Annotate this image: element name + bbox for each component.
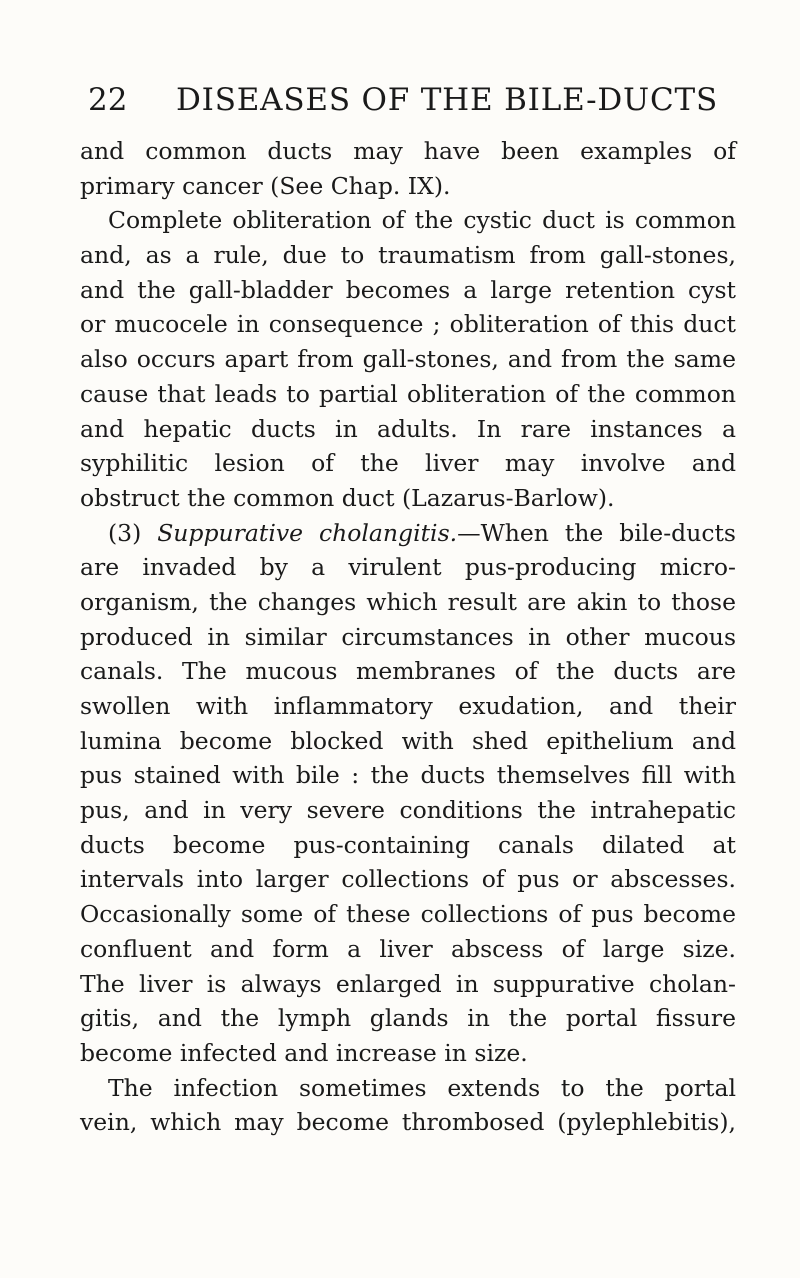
text-line: The infection sometimes extends to the portal xyxy=(108,1073,736,1102)
text-line: become infected and increase in size. xyxy=(80,1038,528,1067)
text-line: Complete obliteration of the cystic duct is common xyxy=(108,206,736,235)
text-line: cause that leads to partial obliteration of the common xyxy=(80,379,736,408)
body-text xyxy=(80,134,736,1140)
section-number: (3) xyxy=(108,518,142,547)
text-line: or mucocele in consequence ; obliteration of this duct xyxy=(80,310,736,339)
section-title: Suppurative cholangitis. xyxy=(157,518,458,547)
text-line: lumina become blocked with shed epithelium and xyxy=(80,726,736,755)
text-line: and, as a rule, due to traumatism from gall-stones, xyxy=(80,241,736,270)
text-line: pus, and in very severe conditions the intrahepatic xyxy=(80,796,736,825)
text-line: swollen with inflammatory exudation, and their xyxy=(80,692,736,720)
text-line: syphilitic lesion of the liver may involve and xyxy=(80,449,736,478)
page-number: 22 xyxy=(88,82,128,118)
text-line: The liver is always enlarged in suppurative cholan- xyxy=(80,969,736,998)
section-heading-line xyxy=(80,516,736,551)
text-line: and the gall-bladder becomes a large retention cyst xyxy=(80,275,736,304)
text-line: organism, the changes which result are akin to those xyxy=(80,587,736,616)
text-line: canals. The mucous membranes of the ducts are xyxy=(80,657,736,686)
text-line: and hepatic ducts in adults. In rare instances a xyxy=(80,414,736,443)
text-line: obstruct the common duct (Lazarus-Barlow). xyxy=(80,483,615,512)
page-header xyxy=(80,78,720,122)
text-line: also occurs apart from gall-stones, and from the same xyxy=(80,345,736,374)
text-line: intervals into larger collections of pus or abscesses. xyxy=(80,865,736,894)
section-heading-rest: —When the bile-ducts xyxy=(457,518,736,547)
text-line: pus stained with bile : the ducts themselves fill with xyxy=(80,761,736,790)
text-line: ducts become pus-containing canals dilated at xyxy=(80,830,736,859)
text-line: primary cancer (See Chap. IX). xyxy=(80,171,451,200)
text-line: vein, which may become thrombosed (pylephlebitis), xyxy=(80,1108,736,1137)
text-line: are invaded by a virulent pus-producing micro- xyxy=(80,553,736,582)
text-line: Occasionally some of these collections of pus become xyxy=(80,900,736,929)
text-line: confluent and form a liver abscess of large size. xyxy=(80,934,736,963)
text-line: produced in similar circumstances in other mucous xyxy=(80,622,736,651)
text-line: and common ducts may have been examples of xyxy=(80,137,736,165)
running-head: DISEASES OF THE BILE-DUCTS xyxy=(176,82,718,118)
text-line: gitis, and the lymph glands in the portal fissure xyxy=(80,1004,736,1033)
